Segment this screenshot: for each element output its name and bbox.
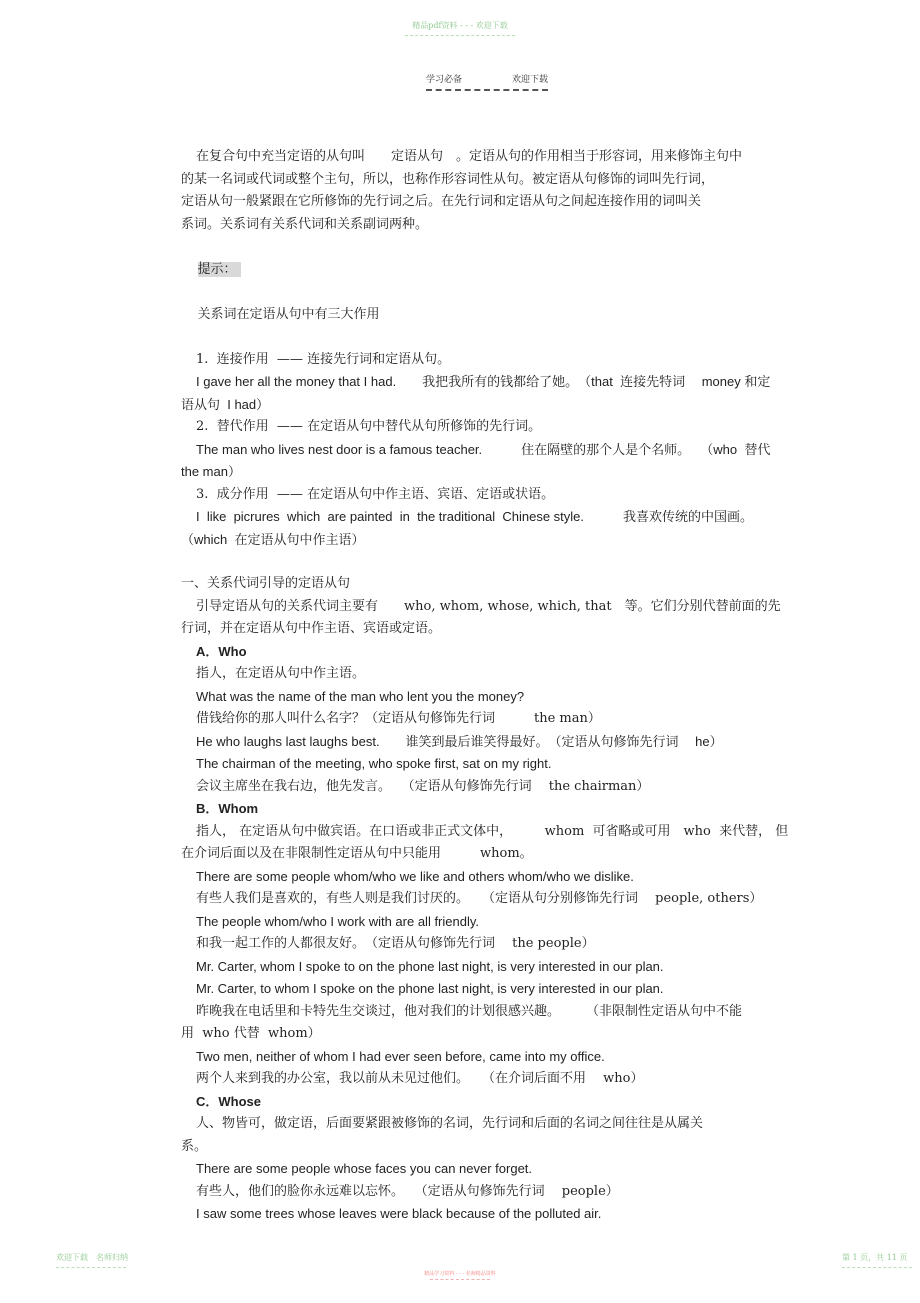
whom-line: There are some people whom/who we like and others whom/who we dislike. <box>196 868 634 884</box>
top-watermark <box>0 20 920 36</box>
page-number <box>842 1252 912 1268</box>
footer-left <box>56 1252 128 1268</box>
function-example: （which 在定语从句中作主语） <box>181 531 365 547</box>
document-body <box>181 146 793 1226</box>
heading-whom: B．Whom <box>196 801 259 816</box>
header-right: 欢迎下载 <box>511 75 548 85</box>
whose-desc: 系。 <box>181 1138 208 1154</box>
spacer <box>181 551 793 573</box>
who-line: 借钱给你的那人叫什么名字？（定语从句修饰先行词 the man） <box>196 711 601 726</box>
function-example: The man who lives nest door is a famous teacher. 住在隔壁的那个人是个名师。 （who 替代 <box>196 441 771 457</box>
intro-line: 定语从句一般紧跟在它所修饰的先行词之后。在先行词和定语从句之间起连接作用的词叫关 <box>181 194 702 209</box>
whose-line: 有些人，他们的脸你永远难以忘怀。 （定语从句修饰先行词 people） <box>196 1183 619 1199</box>
who-line: 会议主席坐在我右边，他先发言。 （定语从句修饰先行词 the chairman） <box>196 778 650 794</box>
whom-line: 和我一起工作的人都很友好。 （定语从句修饰先行词 the people） <box>196 936 595 951</box>
footer-center-watermark <box>0 1270 920 1280</box>
whom-line: 昨晚我在电话里和卡特先生交谈过，他对我们的计划很感兴趣。 （非限制性定语从句中不能 <box>196 1003 743 1019</box>
heading-whose: C．Whose <box>196 1093 262 1109</box>
who-line: 指人，在定语从句中作主语。 <box>196 666 366 681</box>
who-line: He who laughs last laughs best. 谁笑到最后谁笑得最好。 （定语从句修饰先行词 he） <box>196 733 723 749</box>
whose-line: There are some people whose faces you can never forget. <box>196 1161 533 1176</box>
whom-line: Mr. Carter, to whom I spoke on the phone last night, is very interested in our plan. <box>196 981 664 996</box>
page-header <box>426 72 548 91</box>
intro-line: 系词。关系词有关系代词和关系副词两种。 <box>181 216 429 232</box>
who-line: What was the name of the man who lent you the money? <box>196 688 525 704</box>
section-intro: 引导定语从句的关系代词主要有 who, whom, whose, which, that 等。它们分别代替前面的先 <box>196 598 781 614</box>
hint-label: 提示： <box>198 262 241 277</box>
header-divider <box>426 89 548 91</box>
footer-right-divider <box>842 1267 912 1268</box>
whom-desc: 在介词后面以及在非限制性定语从句中只能用 whom。 <box>181 846 533 861</box>
whom-wrap: 用 who 代替 whom） <box>181 1026 321 1041</box>
footer-center-divider <box>430 1279 490 1280</box>
intro-line: 在复合句中充当定语的从句叫 定语从句 。定语从句的作用相当于形容词，用来修饰主句中 <box>196 149 743 164</box>
footer-left-divider <box>56 1267 126 1268</box>
whom-desc: 指人， 在定语从句中做宾语。在口语或非正式文体中， whom 可省略或可用 who 来代替， 但 <box>196 823 789 839</box>
section-title: 一、关系代词引导的定语从句 <box>181 576 351 591</box>
function-example: 语从句 I had） <box>181 396 270 412</box>
footer-center-text: 精品学习资料 - - - 名师精品资料 <box>424 1271 496 1277</box>
whom-line: Mr. Carter, whom I spoke to on the phone last night, is very interested in our plan. <box>196 958 664 974</box>
who-line: The chairman of the meeting, who spoke first, sat on my right. <box>196 756 552 771</box>
function-example: I gave her all the money that I had. 我把我所有的钱都给了她。 （that 连接先特词 money 和定 <box>196 374 771 389</box>
whom-line: The people whom/who I work with are all friendly. <box>196 913 479 929</box>
whom-line: 有些人我们是喜欢的，有些人则是我们讨厌的。 （定语从句分别修饰先行词 people, others） <box>196 891 763 906</box>
function-example: I like picrures which are painted in the traditional Chinese style. 我喜欢传统的中国画。 <box>196 509 754 524</box>
function-title: 3. 成分作用 —— 在定语从句中作主语、宾语、定语或状语。 <box>196 486 555 502</box>
header-left: 学习必备 <box>426 75 463 85</box>
page-number-text: 第 1 页，共 11 页 <box>842 1253 908 1262</box>
whose-line: I saw some trees whose leaves were black because of the polluted air. <box>196 1206 602 1221</box>
section-intro: 行词，并在定语从句中作主语、宾语或定语。 <box>181 621 442 636</box>
intro-line: 的某一名词或代词或整个主句，所以，也称作形容词性从句。被定语从句修饰的词叫先行词， <box>181 171 715 187</box>
whose-desc: 人、物皆可，做定语，后面要紧跟被修饰的名词，先行词和后面的名词之间往往是从属关 <box>196 1116 704 1131</box>
heading-who: A．Who <box>196 643 247 659</box>
function-example: the man） <box>181 464 241 479</box>
top-watermark-text: 精品pdf资料 - - - 欢迎下载 <box>412 21 508 30</box>
top-watermark-divider <box>405 35 515 36</box>
whom-line: 两个人来到我的办公室，我以前从未见过他们。 （在介词后面不用 who） <box>196 1071 644 1086</box>
hint-line <box>181 236 793 349</box>
hint-text: 关系词在定语从句中有三大作用 <box>197 306 380 322</box>
whom-line: Two men, neither of whom I had ever seen before, came into my office. <box>196 1048 605 1064</box>
function-title: 2. 替代作用 —— 在定语从句中替代从句所修饰的先行词。 <box>196 419 542 434</box>
function-title: 1. 连接作用 —— 连接先行词和定语从句。 <box>196 351 451 367</box>
footer-left-text: 欢迎下载 名师归纳 <box>56 1253 128 1262</box>
